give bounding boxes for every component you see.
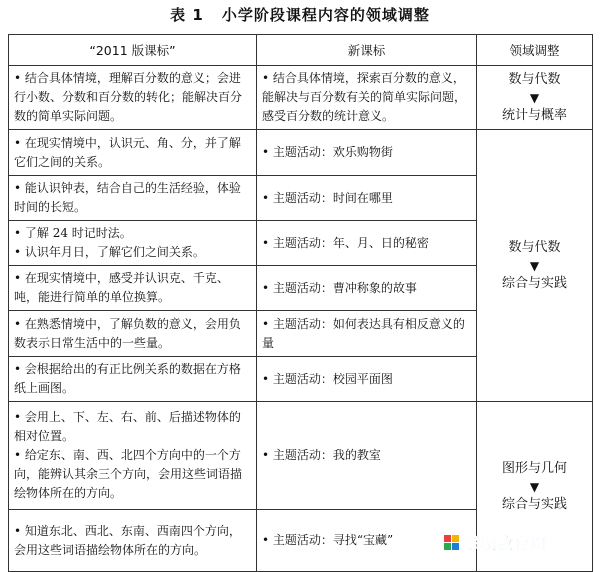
arrow-down-icon: ▼: [529, 90, 540, 105]
old-cell: • 在现实情境中，认识元、角、分，并了解它们之间的关系。: [9, 130, 257, 176]
old-cell: • 知道东北、西北、东南、西南四个方向，会用这些词语描绘物体所在的方向。: [9, 510, 257, 572]
arrow-down-icon: ▼: [529, 479, 540, 494]
watermark: [444, 531, 548, 554]
table-row: [9, 130, 593, 176]
new-cell: • 主题活动：欢乐购物街: [257, 130, 477, 176]
domain-from: 数与代数: [508, 71, 561, 87]
old-cell: • 在现实情境中，感受并认识克、千克、吨，能进行简单的单位换算。: [9, 266, 257, 311]
old-cell: • 了解 24 时记时法。 • 认识年月日，了解它们之间关系。: [9, 221, 257, 266]
old-cell: • 会根据给出的有正比例关系的数据在方格纸上画图。: [9, 357, 257, 402]
domain-to: 综合与实践: [501, 275, 567, 291]
table-title: [0, 4, 600, 25]
header-old: “2011 版课标”: [9, 35, 257, 66]
domain-from: 图形与几何: [501, 460, 567, 476]
table-title-text: 小学阶段课程内容的领域调整: [221, 6, 430, 24]
new-cell: • 主题活动：如何表达具有相反意义的量: [257, 311, 477, 357]
watermark-text: 鄂城教育网: [462, 534, 548, 553]
old-cell: • 结合具体情境，理解百分数的意义；会进行小数、分数和百分数的转化；能解决百分数的简单实际问题。: [9, 66, 257, 130]
header-new: 新课标: [257, 35, 477, 66]
arrow-down-icon: ▼: [529, 258, 540, 273]
header-domain: 领域调整: [477, 35, 593, 66]
domain-cell: [477, 130, 593, 402]
old-cell: • 会用上、下、左、右、前、后描述物体的相对位置。 • 给定东、南、西、北四个方向中的一个方向，能辨认其余三个方向，会用这些词语描绘物体所在的方向。: [9, 402, 257, 510]
domain-to: 统计与概率: [501, 107, 567, 123]
new-cell: • 主题活动：年、月、日的秘密: [257, 221, 477, 266]
new-cell: • 结合具体情境，探索百分数的意义，能解决与百分数有关的简单实际问题，感受百分数的统计意义。: [257, 66, 477, 130]
table-row: [9, 66, 593, 130]
domain-from: 数与代数: [508, 239, 561, 255]
comparison-table: [8, 34, 593, 572]
domain-to: 综合与实践: [501, 496, 567, 512]
new-cell: • 主题活动：校园平面图: [257, 357, 477, 402]
old-cell: • 在熟悉情境中，了解负数的意义，会用负数表示日常生活中的一些量。: [9, 311, 257, 357]
new-cell: • 主题活动：时间在哪里: [257, 176, 477, 221]
new-cell: • 主题活动：我的教室: [257, 402, 477, 510]
watermark-logo-icon: [444, 535, 460, 551]
table-row: [9, 402, 593, 510]
header-row: [9, 35, 593, 66]
new-cell: • 主题活动：曹冲称象的故事: [257, 266, 477, 311]
table-number: 表 1: [170, 6, 204, 24]
new-cell: • 主题活动：寻找“宝藏”: [257, 510, 477, 572]
domain-cell: [477, 66, 593, 130]
old-cell: • 能认识钟表，结合自己的生活经验，体验时间的长短。: [9, 176, 257, 221]
